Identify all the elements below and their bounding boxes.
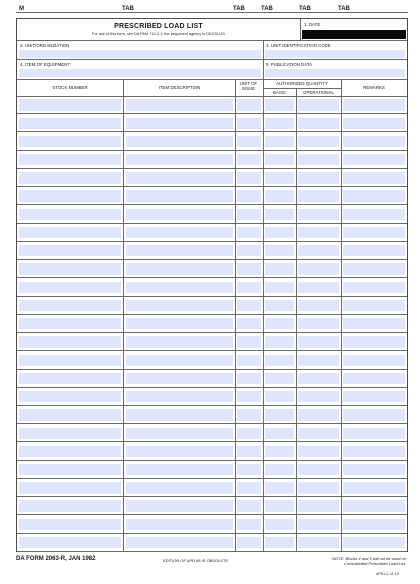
remarks-cell[interactable]: [343, 391, 405, 402]
edition-note: EDITION OF APR 68 IS OBSOLETE: [163, 558, 229, 563]
table-row: [17, 370, 407, 388]
unit-of-issue-cell[interactable]: [237, 409, 261, 420]
table-row: [17, 497, 407, 515]
date-label: 1. DATE: [304, 22, 321, 27]
item-description-cell[interactable]: [126, 409, 233, 420]
unit-of-issue-cell[interactable]: [237, 136, 261, 147]
remarks-cell[interactable]: [343, 99, 405, 110]
stock-number-cell[interactable]: [19, 336, 121, 347]
stock-number-cell[interactable]: [19, 263, 121, 274]
authorized-rule: [263, 88, 341, 89]
unit-of-issue-cell[interactable]: [237, 318, 261, 329]
operational-qty-cell[interactable]: [298, 464, 339, 475]
stock-number-cell[interactable]: [19, 464, 121, 475]
stock-number-cell[interactable]: [19, 136, 121, 147]
blocks-note-line2: Consolidated Prescribed Load List.: [343, 561, 406, 566]
unit-of-issue-cell[interactable]: [237, 209, 261, 220]
stock-number-cell[interactable]: [19, 318, 121, 329]
unit-of-issue-cell[interactable]: [237, 263, 261, 274]
table-row: [17, 169, 407, 187]
unit-of-issue-cell[interactable]: [237, 446, 261, 457]
title-rule: [17, 40, 407, 41]
unit-of-issue-cell[interactable]: [237, 227, 261, 238]
item-description-cell[interactable]: [126, 318, 233, 329]
unit-rule: [17, 59, 407, 60]
operational-qty-cell[interactable]: [298, 282, 339, 293]
basic-qty-cell[interactable]: [265, 154, 294, 165]
col-header-remarks: REMARKS: [363, 85, 385, 90]
operational-qty-cell[interactable]: [298, 227, 339, 238]
table-row: [17, 260, 407, 278]
item-equipment-input[interactable]: [19, 69, 261, 77]
unit-of-issue-cell[interactable]: [237, 154, 261, 165]
remarks-cell[interactable]: [343, 227, 405, 238]
item-description-cell[interactable]: [126, 99, 233, 110]
basic-qty-cell[interactable]: [265, 245, 294, 256]
item-description-cell[interactable]: [126, 482, 233, 493]
stock-number-cell[interactable]: [19, 482, 121, 493]
form-id: DA FORM 2063-R, JAN 1982: [16, 556, 96, 562]
stock-number-cell[interactable]: [19, 373, 121, 384]
table-row: [17, 224, 407, 242]
unit-id-label: 3. UNIT IDENTIFICATION CODE: [266, 43, 331, 48]
basic-qty-cell[interactable]: [265, 282, 294, 293]
stock-number-cell[interactable]: [19, 355, 121, 366]
col-header-basic: BASIC: [272, 90, 287, 95]
unit-of-issue-cell[interactable]: [237, 464, 261, 475]
unit-of-issue-cell[interactable]: [237, 500, 261, 511]
table-row: [17, 351, 407, 369]
form-subtitle: For use of this form, see DA PAM 710-2-1; the proponent agency is ODCSLOG: [92, 32, 225, 36]
tab-rule: [16, 12, 408, 13]
remarks-cell[interactable]: [343, 136, 405, 147]
date-input[interactable]: [302, 30, 406, 39]
operational-qty-cell[interactable]: [298, 318, 339, 329]
col-header-stock: STOCK NUMBER: [52, 85, 88, 90]
remarks-cell[interactable]: [343, 282, 405, 293]
operational-qty-cell[interactable]: [298, 336, 339, 347]
remarks-cell[interactable]: [343, 464, 405, 475]
table-row: [17, 406, 407, 424]
unit-of-issue-cell[interactable]: [237, 336, 261, 347]
stock-number-cell[interactable]: [19, 537, 121, 548]
operational-qty-cell[interactable]: [298, 500, 339, 511]
remarks-cell[interactable]: [343, 318, 405, 329]
col-header-operational: OPERATIONAL: [303, 90, 334, 95]
remarks-cell[interactable]: [343, 500, 405, 511]
unit-of-issue-cell[interactable]: [237, 245, 261, 256]
item-description-cell[interactable]: [126, 172, 233, 183]
table-row: [17, 114, 407, 132]
tab-mark-2: TAB: [233, 6, 245, 12]
table-row: [17, 388, 407, 406]
item-description-cell[interactable]: [126, 428, 233, 439]
remarks-cell[interactable]: [343, 118, 405, 129]
blocks-note: [250, 556, 406, 566]
remarks-cell[interactable]: [343, 154, 405, 165]
basic-qty-cell[interactable]: [265, 318, 294, 329]
operational-qty-cell[interactable]: [298, 245, 339, 256]
operational-qty-cell[interactable]: [298, 519, 339, 530]
tab-mark-1: TAB: [122, 6, 134, 12]
basic-qty-cell[interactable]: [265, 482, 294, 493]
operational-qty-cell[interactable]: [298, 446, 339, 457]
unit-of-issue-cell[interactable]: [237, 373, 261, 384]
col-header-unit-line2: ISSUE: [241, 86, 256, 91]
operational-qty-cell[interactable]: [298, 99, 339, 110]
remarks-cell[interactable]: [343, 409, 405, 420]
stock-number-cell[interactable]: [19, 282, 121, 293]
stock-number-cell[interactable]: [19, 428, 121, 439]
table-body: [17, 96, 407, 552]
tab-mark-4: TAB: [299, 6, 311, 12]
basic-qty-cell[interactable]: [265, 537, 294, 548]
stock-number-cell[interactable]: [19, 500, 121, 511]
unit-of-issue-cell[interactable]: [237, 172, 261, 183]
basic-qty-cell[interactable]: [265, 263, 294, 274]
table-row: [17, 96, 407, 114]
basic-qty-cell[interactable]: [265, 464, 294, 475]
item-description-cell[interactable]: [126, 373, 233, 384]
table-row: [17, 534, 407, 552]
item-description-cell[interactable]: [126, 154, 233, 165]
operational-qty-cell[interactable]: [298, 355, 339, 366]
stock-number-cell[interactable]: [19, 118, 121, 129]
table-row: [17, 515, 407, 533]
col-header-authorized: AUTHORIZED QUANTITY: [276, 81, 328, 86]
operational-qty-cell[interactable]: [298, 136, 339, 147]
unit-id-input[interactable]: [265, 50, 405, 58]
basic-qty-cell[interactable]: [265, 172, 294, 183]
remarks-cell[interactable]: [343, 190, 405, 201]
prescribed-load-list-form: [16, 18, 408, 552]
item-description-cell[interactable]: [126, 118, 233, 129]
stock-number-cell[interactable]: [19, 227, 121, 238]
stock-number-cell[interactable]: [19, 409, 121, 420]
stock-number-cell[interactable]: [19, 519, 121, 530]
remarks-cell[interactable]: [343, 263, 405, 274]
item-description-cell[interactable]: [126, 282, 233, 293]
table-row: [17, 278, 407, 296]
item-description-cell[interactable]: [126, 464, 233, 475]
pub-data-input[interactable]: [265, 69, 405, 77]
operational-qty-cell[interactable]: [298, 537, 339, 548]
stock-number-cell[interactable]: [19, 154, 121, 165]
unit-of-issue-cell[interactable]: [237, 99, 261, 110]
pub-data-label: 5. PUBLICATION DATA: [266, 62, 313, 67]
table-row: [17, 315, 407, 333]
table-row: [17, 424, 407, 442]
remarks-cell[interactable]: [343, 428, 405, 439]
operational-qty-cell[interactable]: [298, 263, 339, 274]
operational-qty-cell[interactable]: [298, 154, 339, 165]
item-description-cell[interactable]: [126, 190, 233, 201]
remarks-cell[interactable]: [343, 209, 405, 220]
table-row: [17, 132, 407, 150]
item-description-cell[interactable]: [126, 227, 233, 238]
unit-of-issue-cell[interactable]: [237, 428, 261, 439]
basic-qty-cell[interactable]: [265, 227, 294, 238]
unit-org-label: 2. UNIT/ORGANIZATION: [20, 43, 70, 48]
stock-number-cell[interactable]: [19, 391, 121, 402]
operational-qty-cell[interactable]: [298, 300, 339, 311]
basic-qty-cell[interactable]: [265, 519, 294, 530]
col-header-unit: [235, 81, 262, 91]
remarks-cell[interactable]: [343, 300, 405, 311]
basic-qty-cell[interactable]: [265, 391, 294, 402]
operational-qty-cell[interactable]: [298, 190, 339, 201]
unit-of-issue-cell[interactable]: [237, 118, 261, 129]
stock-number-cell[interactable]: [19, 209, 121, 220]
basic-qty-cell[interactable]: [265, 300, 294, 311]
stock-number-cell[interactable]: [19, 245, 121, 256]
unit-of-issue-cell[interactable]: [237, 190, 261, 201]
unit-of-issue-cell[interactable]: [237, 355, 261, 366]
operational-qty-cell[interactable]: [298, 391, 339, 402]
operational-qty-cell[interactable]: [298, 209, 339, 220]
stock-number-cell[interactable]: [19, 172, 121, 183]
table-row: [17, 461, 407, 479]
stock-number-cell[interactable]: [19, 190, 121, 201]
item-description-cell[interactable]: [126, 263, 233, 274]
col-header-unit-line1: UNIT OF: [239, 81, 258, 86]
operational-qty-cell[interactable]: [298, 118, 339, 129]
stock-number-cell[interactable]: [19, 99, 121, 110]
col-header-description: ITEM DESCRIPTION: [158, 85, 201, 90]
item-description-cell[interactable]: [126, 136, 233, 147]
equipment-rule: [17, 79, 407, 80]
remarks-cell[interactable]: [343, 355, 405, 366]
item-description-cell[interactable]: [126, 500, 233, 511]
remarks-cell[interactable]: [343, 245, 405, 256]
item-description-cell[interactable]: [126, 537, 233, 548]
unit-of-issue-cell[interactable]: [237, 537, 261, 548]
table-row: [17, 187, 407, 205]
operational-qty-cell[interactable]: [298, 373, 339, 384]
table-row: [17, 242, 407, 260]
basic-qty-cell[interactable]: [265, 209, 294, 220]
item-description-cell[interactable]: [126, 519, 233, 530]
item-equipment-label: 4. ITEM OF EQUIPMENT: [20, 62, 71, 67]
basic-qty-cell[interactable]: [265, 336, 294, 347]
date-divider: [300, 19, 301, 40]
table-row: [17, 297, 407, 315]
remarks-cell[interactable]: [343, 537, 405, 548]
basic-qty-cell[interactable]: [265, 428, 294, 439]
item-description-cell[interactable]: [126, 245, 233, 256]
operational-qty-cell[interactable]: [298, 409, 339, 420]
operational-qty-cell[interactable]: [298, 482, 339, 493]
unit-org-input[interactable]: [19, 50, 261, 58]
unit-of-issue-cell[interactable]: [237, 482, 261, 493]
table-row: [17, 333, 407, 351]
unit-of-issue-cell[interactable]: [237, 519, 261, 530]
table-row: [17, 151, 407, 169]
basic-qty-cell[interactable]: [265, 99, 294, 110]
basic-qty-cell[interactable]: [265, 409, 294, 420]
item-description-cell[interactable]: [126, 336, 233, 347]
form-title: PRESCRIBED LOAD LIST: [114, 23, 203, 30]
tab-mark-5: TAB: [338, 6, 350, 12]
unit-of-issue-cell[interactable]: [237, 282, 261, 293]
remarks-cell[interactable]: [343, 446, 405, 457]
remarks-cell[interactable]: [343, 519, 405, 530]
remarks-cell[interactable]: [343, 172, 405, 183]
table-row: [17, 205, 407, 223]
operational-qty-cell[interactable]: [298, 172, 339, 183]
blocks-note-line1: NOTE: Blocks 4 and 5 will not be used on: [332, 556, 406, 561]
item-description-cell[interactable]: [126, 391, 233, 402]
tab-mark-3: TAB: [261, 6, 273, 12]
basic-qty-cell[interactable]: [265, 373, 294, 384]
tab-mark-m: M: [19, 6, 24, 12]
basic-qty-cell[interactable]: [265, 446, 294, 457]
stock-number-cell[interactable]: [19, 300, 121, 311]
item-description-cell[interactable]: [126, 300, 233, 311]
stock-number-cell[interactable]: [19, 446, 121, 457]
table-row: [17, 442, 407, 460]
remarks-cell[interactable]: [343, 336, 405, 347]
item-description-cell[interactable]: [126, 446, 233, 457]
basic-qty-cell[interactable]: [265, 136, 294, 147]
unit-of-issue-cell[interactable]: [237, 391, 261, 402]
basic-qty-cell[interactable]: [265, 355, 294, 366]
remarks-cell[interactable]: [343, 373, 405, 384]
item-description-cell[interactable]: [126, 355, 233, 366]
remarks-cell[interactable]: [343, 482, 405, 493]
basic-qty-cell[interactable]: [265, 190, 294, 201]
operational-qty-cell[interactable]: [298, 428, 339, 439]
version-label: APD LC v1.10: [376, 572, 399, 576]
item-description-cell[interactable]: [126, 209, 233, 220]
table-row: [17, 479, 407, 497]
basic-qty-cell[interactable]: [265, 118, 294, 129]
unit-of-issue-cell[interactable]: [237, 300, 261, 311]
basic-qty-cell[interactable]: [265, 500, 294, 511]
